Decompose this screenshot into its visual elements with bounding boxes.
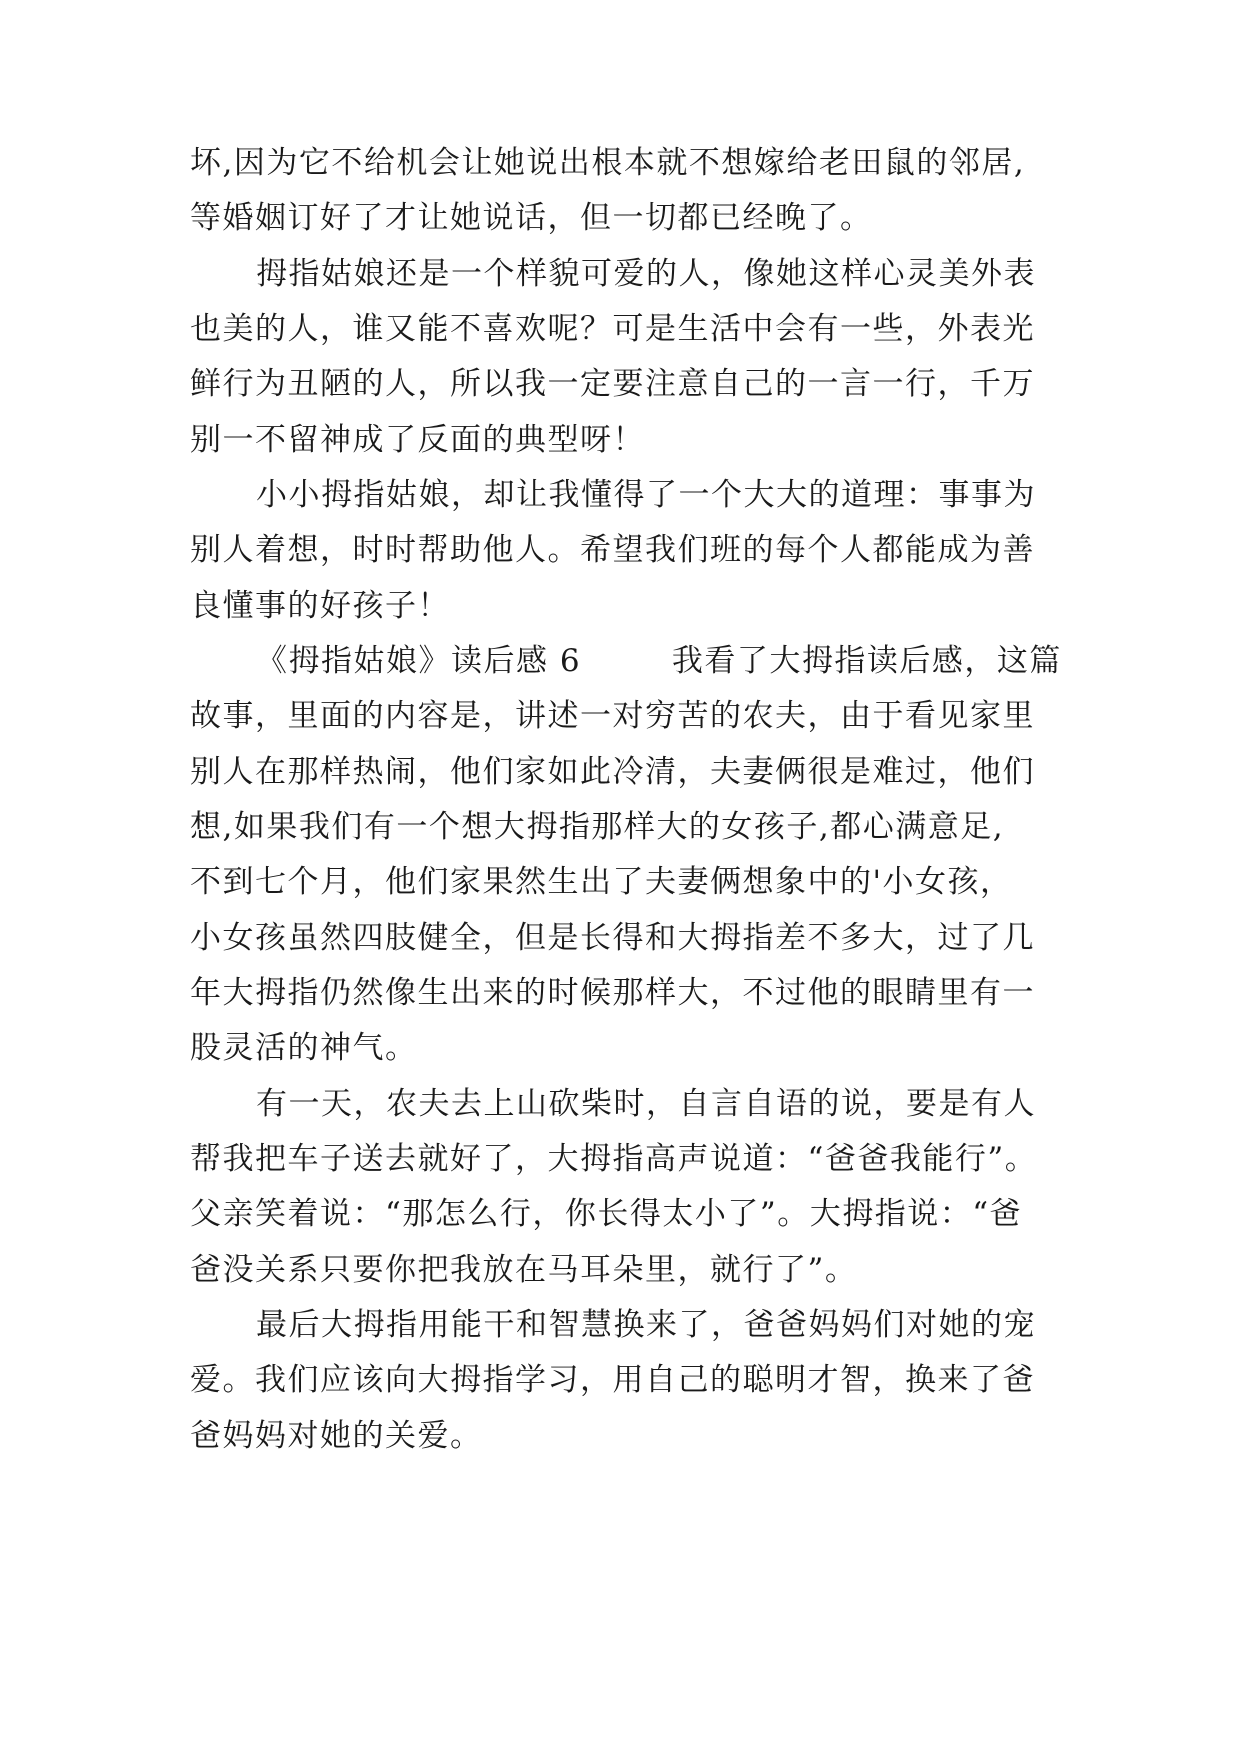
text-line: 爱。我们应该向大拇指学习，用自己的聪明才智，换来了爸: [190, 1362, 1035, 1398]
text-line: 别人着想，时时帮助他人。希望我们班的每个人都能成为善: [190, 532, 1035, 568]
text-line: 坏,因为它不给机会让她说出根本就不想嫁给老田鼠的邻居,: [190, 145, 1026, 181]
text-line: 小小拇指姑娘，却让我懂得了一个大大的道理：事事为: [256, 477, 1036, 513]
text-line: 良懂事的好孩子！: [190, 588, 450, 624]
text-line: 帮我把车子送去就好了，大拇指高声说道：“爸爸我能行”。: [190, 1141, 1038, 1177]
text-line: 想,如果我们有一个想大拇指那样大的女孩子,都心满意足,: [190, 809, 1005, 845]
text-line: 鲜行为丑陋的人，所以我一定要注意自己的一言一行，千万: [190, 366, 1035, 402]
text-line: 股灵活的神气。: [190, 1030, 418, 1066]
text-line: 爸没关系只要你把我放在马耳朵里，就行了”。: [190, 1252, 858, 1288]
section-heading-line: 《拇指姑娘》读后感 6 我看了大拇指读后感，这篇: [256, 643, 1062, 679]
text-line: 小女孩虽然四肢健全，但是长得和大拇指差不多大，过了几: [190, 920, 1035, 956]
text-line: 等婚姻订好了才让她说话，但一切都已经晚了。: [190, 200, 873, 236]
text-line: 拇指姑娘还是一个样貌可爱的人，像她这样心灵美外表: [256, 256, 1036, 292]
text-line: 故事，里面的内容是，讲述一对穷苦的农夫，由于看见家里: [190, 698, 1035, 734]
text-line: 别人在那样热闹，他们家如此冷清，夫妻俩很是难过，他们: [190, 754, 1035, 790]
text-line: 别一不留神成了反面的典型呀！: [190, 422, 645, 458]
text-line: 父亲笑着说：“那怎么行，你长得太小了”。大拇指说：“爸: [190, 1196, 1023, 1232]
text-line: 年大拇指仍然像生出来的时候那样大，不过他的眼睛里有一: [190, 975, 1035, 1011]
text-line: 有一天，农夫去上山砍柴时，自言自语的说，要是有人: [256, 1086, 1036, 1122]
text-line: 爸妈妈对她的关爱。: [190, 1418, 483, 1454]
text-line: 最后大拇指用能干和智慧换来了，爸爸妈妈们对她的宠: [256, 1307, 1036, 1343]
text-line: 也美的人，谁又能不喜欢呢？可是生活中会有一些，外表光: [190, 311, 1035, 347]
text-line: 不到七个月，他们家果然生出了夫妻俩想象中的'小女孩，: [190, 864, 1013, 900]
